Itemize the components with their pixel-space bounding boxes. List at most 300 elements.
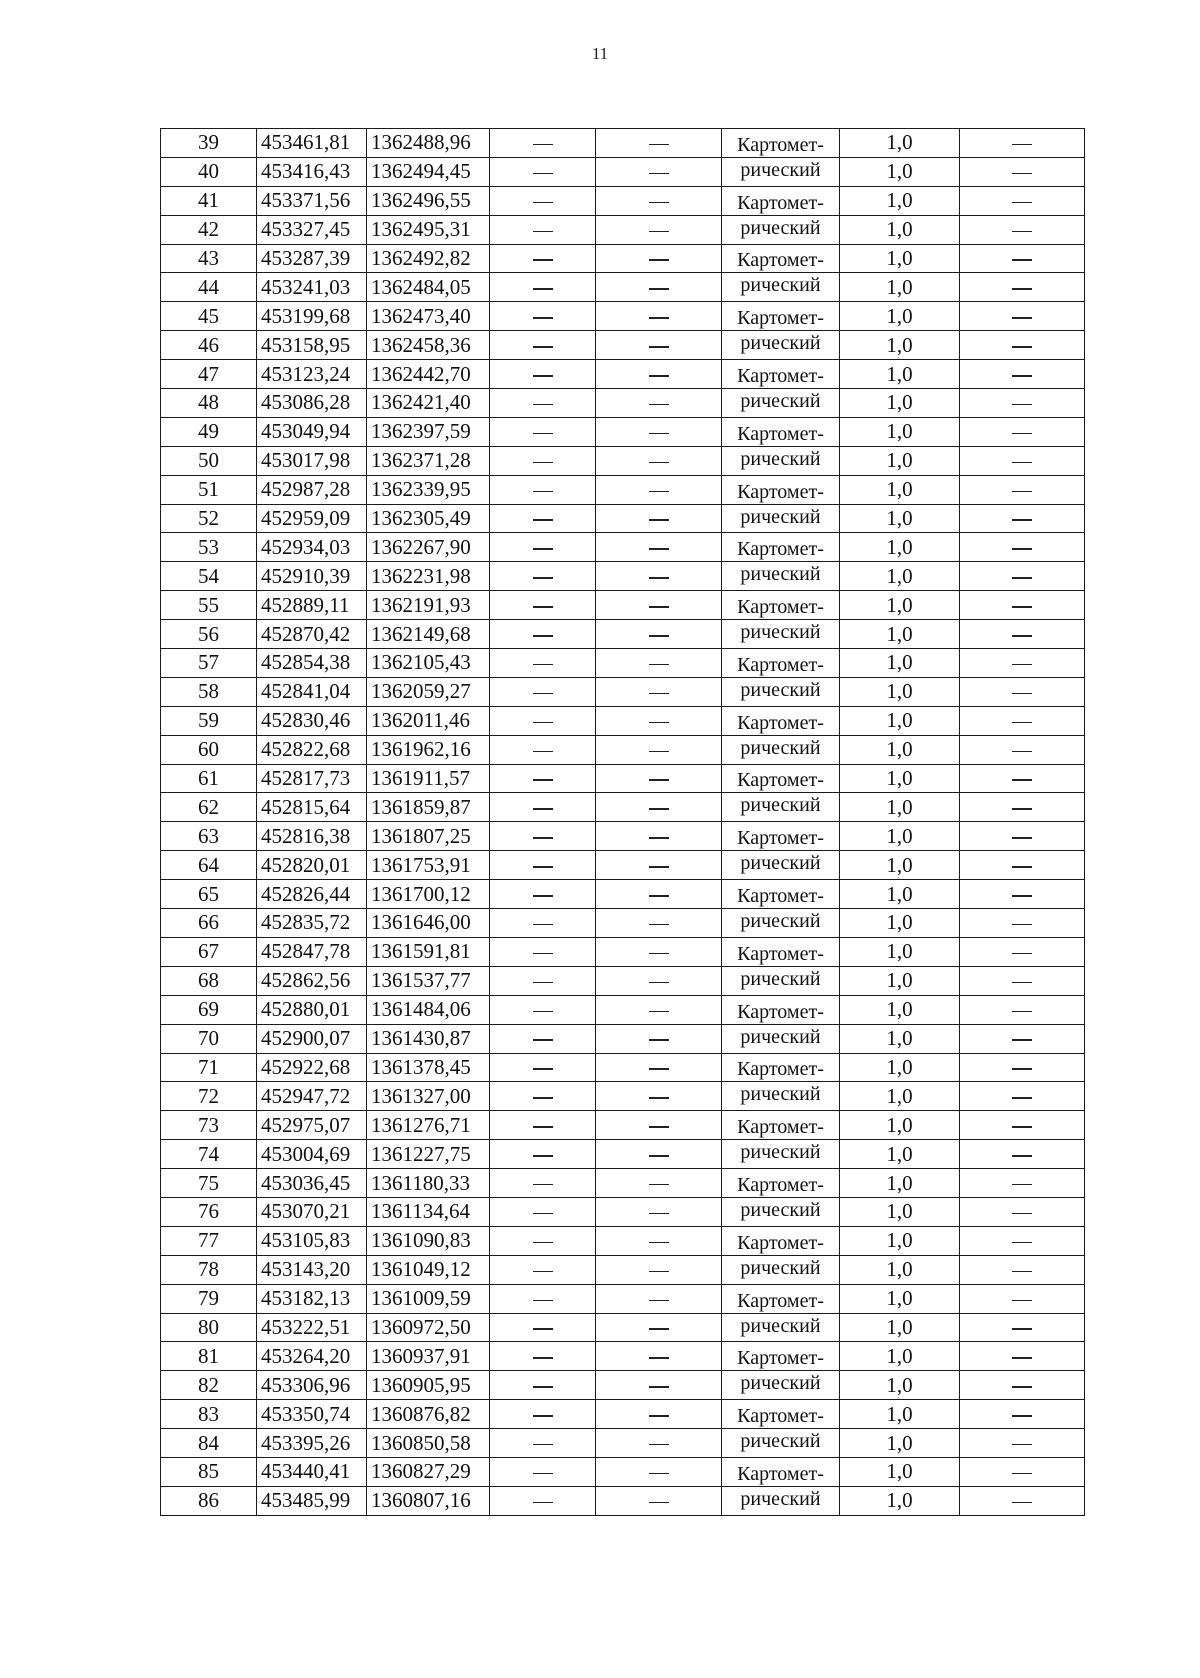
- accuracy-cell: 1,0: [840, 1140, 960, 1169]
- empty-dash-cell: [490, 764, 596, 793]
- y-coordinate-cell: 1361227,75: [367, 1140, 490, 1169]
- accuracy-cell: 1,0: [840, 1284, 960, 1313]
- dash-mark: [1012, 606, 1032, 608]
- y-coordinate-cell: 1360876,82: [367, 1400, 490, 1429]
- dash-mark: [649, 1213, 669, 1215]
- dash-mark: [1012, 1039, 1032, 1041]
- dash-mark: [649, 1300, 669, 1302]
- table-row: [161, 1429, 1085, 1458]
- x-coordinate-cell: 453461,81: [257, 129, 367, 158]
- empty-dash-cell: [596, 417, 722, 446]
- dash-mark: [1012, 259, 1032, 261]
- dash-mark: [649, 346, 669, 348]
- table-row: [161, 764, 1085, 793]
- table-row: [161, 793, 1085, 822]
- empty-dash-cell: [596, 331, 722, 360]
- y-coordinate-cell: 1360905,95: [367, 1371, 490, 1400]
- point-number-cell: 39: [161, 129, 257, 158]
- empty-dash-cell: [960, 446, 1085, 475]
- accuracy-cell: 1,0: [840, 157, 960, 186]
- empty-dash-cell: [960, 273, 1085, 302]
- page-number: 11: [591, 44, 609, 63]
- accuracy-cell: 1,0: [840, 1226, 960, 1255]
- point-number-cell: 66: [161, 909, 257, 938]
- empty-dash-cell: [960, 1024, 1085, 1053]
- point-number-cell: 59: [161, 706, 257, 735]
- method-cell: Картомет-: [722, 995, 840, 1024]
- accuracy-cell: 1,0: [840, 1371, 960, 1400]
- accuracy-cell: 1,0: [840, 273, 960, 302]
- dash-mark: [649, 519, 669, 521]
- empty-dash-cell: [596, 851, 722, 880]
- x-coordinate-cell: 453004,69: [257, 1140, 367, 1169]
- empty-dash-cell: [960, 1111, 1085, 1140]
- x-coordinate-cell: 452900,07: [257, 1024, 367, 1053]
- empty-dash-cell: [596, 735, 722, 764]
- table-row: [161, 1486, 1085, 1515]
- dash-mark: [649, 924, 669, 926]
- empty-dash-cell: [490, 389, 596, 418]
- empty-dash-cell: [490, 331, 596, 360]
- empty-dash-cell: [960, 591, 1085, 620]
- dash-mark: [1012, 1126, 1032, 1128]
- dash-mark: [533, 202, 553, 204]
- dash-mark: [649, 866, 669, 868]
- dash-mark: [1012, 346, 1032, 348]
- table-row: [161, 215, 1085, 244]
- accuracy-cell: 1,0: [840, 1486, 960, 1515]
- table-row: [161, 1371, 1085, 1400]
- accuracy-cell: 1,0: [840, 1082, 960, 1111]
- accuracy-cell: 1,0: [840, 475, 960, 504]
- empty-dash-cell: [960, 851, 1085, 880]
- accuracy-cell: 1,0: [840, 706, 960, 735]
- empty-dash-cell: [960, 1400, 1085, 1429]
- accuracy-cell: 1,0: [840, 1255, 960, 1284]
- point-number-cell: 46: [161, 331, 257, 360]
- x-coordinate-cell: 453287,39: [257, 244, 367, 273]
- dash-mark: [649, 1328, 669, 1330]
- point-number-cell: 49: [161, 417, 257, 446]
- accuracy-cell: 1,0: [840, 851, 960, 880]
- accuracy-cell: 1,0: [840, 822, 960, 851]
- method-cell: рический: [722, 1486, 840, 1515]
- empty-dash-cell: [596, 1169, 722, 1198]
- empty-dash-cell: [960, 995, 1085, 1024]
- dash-mark: [649, 1502, 669, 1504]
- dash-mark: [649, 837, 669, 839]
- empty-dash-cell: [490, 1111, 596, 1140]
- point-number-cell: 75: [161, 1169, 257, 1198]
- empty-dash-cell: [960, 417, 1085, 446]
- y-coordinate-cell: 1362492,82: [367, 244, 490, 273]
- x-coordinate-cell: 453123,24: [257, 360, 367, 389]
- y-coordinate-cell: 1362305,49: [367, 504, 490, 533]
- table-row: [161, 966, 1085, 995]
- method-cell: рический: [722, 793, 840, 822]
- table-row: [161, 129, 1085, 158]
- dash-mark: [649, 751, 669, 753]
- point-number-cell: 48: [161, 389, 257, 418]
- dash-mark: [533, 924, 553, 926]
- dash-mark: [649, 1068, 669, 1070]
- dash-mark: [533, 375, 553, 377]
- table-row: [161, 533, 1085, 562]
- method-cell: рический: [722, 677, 840, 706]
- empty-dash-cell: [490, 1197, 596, 1226]
- point-number-cell: 44: [161, 273, 257, 302]
- point-number-cell: 58: [161, 677, 257, 706]
- x-coordinate-cell: 453395,26: [257, 1429, 367, 1458]
- point-number-cell: 82: [161, 1371, 257, 1400]
- dash-mark: [649, 202, 669, 204]
- empty-dash-cell: [960, 302, 1085, 331]
- dash-mark: [1012, 1502, 1032, 1504]
- empty-dash-cell: [490, 677, 596, 706]
- dash-mark: [533, 1415, 553, 1417]
- empty-dash-cell: [596, 389, 722, 418]
- dash-mark: [649, 404, 669, 406]
- x-coordinate-cell: 453327,45: [257, 215, 367, 244]
- accuracy-cell: 1,0: [840, 677, 960, 706]
- empty-dash-cell: [960, 677, 1085, 706]
- empty-dash-cell: [960, 215, 1085, 244]
- accuracy-cell: 1,0: [840, 735, 960, 764]
- x-coordinate-cell: 452822,68: [257, 735, 367, 764]
- point-number-cell: 54: [161, 562, 257, 591]
- empty-dash-cell: [960, 1082, 1085, 1111]
- table-row: [161, 591, 1085, 620]
- y-coordinate-cell: 1361591,81: [367, 937, 490, 966]
- dash-mark: [1012, 173, 1032, 175]
- x-coordinate-cell: 453199,68: [257, 302, 367, 331]
- point-number-cell: 63: [161, 822, 257, 851]
- accuracy-cell: 1,0: [840, 446, 960, 475]
- point-number-cell: 42: [161, 215, 257, 244]
- y-coordinate-cell: 1361430,87: [367, 1024, 490, 1053]
- table-row: [161, 1255, 1085, 1284]
- empty-dash-cell: [960, 157, 1085, 186]
- empty-dash-cell: [960, 735, 1085, 764]
- dash-mark: [1012, 1155, 1032, 1157]
- dash-mark: [533, 779, 553, 781]
- empty-dash-cell: [490, 446, 596, 475]
- dash-mark: [649, 144, 669, 146]
- method-cell: рический: [722, 1082, 840, 1111]
- method-cell: Картомет-: [722, 533, 840, 562]
- dash-mark: [1012, 548, 1032, 550]
- method-cell: рический: [722, 1371, 840, 1400]
- empty-dash-cell: [490, 186, 596, 215]
- dash-mark: [533, 1155, 553, 1157]
- y-coordinate-cell: 1361537,77: [367, 966, 490, 995]
- empty-dash-cell: [596, 677, 722, 706]
- method-cell: Картомет-: [722, 186, 840, 215]
- empty-dash-cell: [596, 822, 722, 851]
- dash-mark: [533, 751, 553, 753]
- method-cell: Картомет-: [722, 129, 840, 158]
- dash-mark: [649, 433, 669, 435]
- empty-dash-cell: [596, 129, 722, 158]
- method-cell: Картомет-: [722, 880, 840, 909]
- dash-mark: [533, 837, 553, 839]
- dash-mark: [533, 1068, 553, 1070]
- table-row: [161, 1197, 1085, 1226]
- empty-dash-cell: [596, 880, 722, 909]
- x-coordinate-cell: 452830,46: [257, 706, 367, 735]
- method-cell: рический: [722, 157, 840, 186]
- x-coordinate-cell: 453371,56: [257, 186, 367, 215]
- point-number-cell: 78: [161, 1255, 257, 1284]
- empty-dash-cell: [490, 1284, 596, 1313]
- point-number-cell: 47: [161, 360, 257, 389]
- point-number-cell: 56: [161, 620, 257, 649]
- table-row: [161, 1342, 1085, 1371]
- dash-mark: [1012, 635, 1032, 637]
- point-number-cell: 77: [161, 1226, 257, 1255]
- y-coordinate-cell: 1361327,00: [367, 1082, 490, 1111]
- empty-dash-cell: [596, 244, 722, 273]
- dash-mark: [1012, 722, 1032, 724]
- dash-mark: [1012, 144, 1032, 146]
- table-row: [161, 157, 1085, 186]
- dash-mark: [649, 1415, 669, 1417]
- empty-dash-cell: [490, 417, 596, 446]
- dash-mark: [1012, 375, 1032, 377]
- empty-dash-cell: [960, 1255, 1085, 1284]
- empty-dash-cell: [596, 1284, 722, 1313]
- empty-dash-cell: [490, 562, 596, 591]
- dash-mark: [649, 1097, 669, 1099]
- y-coordinate-cell: 1361700,12: [367, 880, 490, 909]
- table-row: [161, 1053, 1085, 1082]
- dash-mark: [1012, 664, 1032, 666]
- dash-mark: [649, 231, 669, 233]
- dash-mark: [1012, 779, 1032, 781]
- empty-dash-cell: [490, 591, 596, 620]
- method-cell: рический: [722, 1024, 840, 1053]
- empty-dash-cell: [596, 273, 722, 302]
- empty-dash-cell: [490, 1082, 596, 1111]
- empty-dash-cell: [596, 360, 722, 389]
- dash-mark: [1012, 1184, 1032, 1186]
- empty-dash-cell: [596, 1053, 722, 1082]
- point-number-cell: 52: [161, 504, 257, 533]
- empty-dash-cell: [960, 649, 1085, 678]
- empty-dash-cell: [490, 1371, 596, 1400]
- method-cell: рический: [722, 735, 840, 764]
- y-coordinate-cell: 1361049,12: [367, 1255, 490, 1284]
- accuracy-cell: 1,0: [840, 995, 960, 1024]
- point-number-cell: 61: [161, 764, 257, 793]
- dash-mark: [649, 1473, 669, 1475]
- y-coordinate-cell: 1360972,50: [367, 1313, 490, 1342]
- empty-dash-cell: [596, 1082, 722, 1111]
- dash-mark: [649, 259, 669, 261]
- empty-dash-cell: [960, 1169, 1085, 1198]
- empty-dash-cell: [960, 1313, 1085, 1342]
- empty-dash-cell: [960, 1197, 1085, 1226]
- point-number-cell: 67: [161, 937, 257, 966]
- method-cell: рический: [722, 389, 840, 418]
- empty-dash-cell: [490, 1342, 596, 1371]
- method-cell: Картомет-: [722, 417, 840, 446]
- x-coordinate-cell: 453086,28: [257, 389, 367, 418]
- method-cell: рический: [722, 446, 840, 475]
- empty-dash-cell: [596, 1226, 722, 1255]
- dash-mark: [649, 1155, 669, 1157]
- dash-mark: [1012, 1415, 1032, 1417]
- dash-mark: [649, 606, 669, 608]
- method-cell: рический: [722, 620, 840, 649]
- empty-dash-cell: [596, 1342, 722, 1371]
- empty-dash-cell: [596, 1486, 722, 1515]
- dash-mark: [649, 693, 669, 695]
- accuracy-cell: 1,0: [840, 244, 960, 273]
- table-row: [161, 880, 1085, 909]
- y-coordinate-cell: 1362191,93: [367, 591, 490, 620]
- empty-dash-cell: [960, 966, 1085, 995]
- method-cell: рический: [722, 1255, 840, 1284]
- y-coordinate-cell: 1361276,71: [367, 1111, 490, 1140]
- y-coordinate-cell: 1362267,90: [367, 533, 490, 562]
- dash-mark: [1012, 231, 1032, 233]
- x-coordinate-cell: 452910,39: [257, 562, 367, 591]
- dash-mark: [1012, 1011, 1032, 1013]
- accuracy-cell: 1,0: [840, 1024, 960, 1053]
- x-coordinate-cell: 453049,94: [257, 417, 367, 446]
- empty-dash-cell: [960, 793, 1085, 822]
- empty-dash-cell: [596, 215, 722, 244]
- empty-dash-cell: [596, 995, 722, 1024]
- empty-dash-cell: [596, 1457, 722, 1486]
- point-number-cell: 62: [161, 793, 257, 822]
- dash-mark: [1012, 404, 1032, 406]
- x-coordinate-cell: 452826,44: [257, 880, 367, 909]
- empty-dash-cell: [490, 475, 596, 504]
- empty-dash-cell: [596, 446, 722, 475]
- empty-dash-cell: [490, 360, 596, 389]
- dash-mark: [1012, 837, 1032, 839]
- table-row: [161, 504, 1085, 533]
- table-row: [161, 1082, 1085, 1111]
- empty-dash-cell: [596, 793, 722, 822]
- table-row: [161, 273, 1085, 302]
- x-coordinate-cell: 452841,04: [257, 677, 367, 706]
- table-row: [161, 446, 1085, 475]
- point-number-cell: 76: [161, 1197, 257, 1226]
- dash-mark: [533, 866, 553, 868]
- empty-dash-cell: [596, 1371, 722, 1400]
- empty-dash-cell: [490, 244, 596, 273]
- empty-dash-cell: [490, 822, 596, 851]
- empty-dash-cell: [960, 562, 1085, 591]
- empty-dash-cell: [596, 1024, 722, 1053]
- accuracy-cell: 1,0: [840, 186, 960, 215]
- method-cell: Картомет-: [722, 475, 840, 504]
- empty-dash-cell: [596, 1255, 722, 1284]
- table-row: [161, 562, 1085, 591]
- y-coordinate-cell: 1362494,45: [367, 157, 490, 186]
- dash-mark: [649, 375, 669, 377]
- dash-mark: [1012, 433, 1032, 435]
- empty-dash-cell: [960, 533, 1085, 562]
- dash-mark: [533, 1097, 553, 1099]
- x-coordinate-cell: 453222,51: [257, 1313, 367, 1342]
- y-coordinate-cell: 1362484,05: [367, 273, 490, 302]
- table-row: [161, 937, 1085, 966]
- method-cell: рический: [722, 273, 840, 302]
- dash-mark: [1012, 491, 1032, 493]
- dash-mark: [649, 491, 669, 493]
- y-coordinate-cell: 1362105,43: [367, 649, 490, 678]
- x-coordinate-cell: 453017,98: [257, 446, 367, 475]
- table-row: [161, 417, 1085, 446]
- method-cell: Картомет-: [722, 1226, 840, 1255]
- y-coordinate-cell: 1361009,59: [367, 1284, 490, 1313]
- dash-mark: [1012, 577, 1032, 579]
- dash-mark: [1012, 866, 1032, 868]
- accuracy-cell: 1,0: [840, 966, 960, 995]
- dash-mark: [533, 519, 553, 521]
- method-cell: рический: [722, 331, 840, 360]
- dash-mark: [649, 779, 669, 781]
- method-cell: рический: [722, 562, 840, 591]
- dash-mark: [1012, 1444, 1032, 1446]
- y-coordinate-cell: 1362442,70: [367, 360, 490, 389]
- x-coordinate-cell: 453036,45: [257, 1169, 367, 1198]
- dash-mark: [649, 1444, 669, 1446]
- empty-dash-cell: [960, 1226, 1085, 1255]
- dash-mark: [1012, 1473, 1032, 1475]
- dash-mark: [533, 317, 553, 319]
- table-row: [161, 1457, 1085, 1486]
- dash-mark: [533, 433, 553, 435]
- empty-dash-cell: [490, 1457, 596, 1486]
- accuracy-cell: 1,0: [840, 1342, 960, 1371]
- empty-dash-cell: [596, 533, 722, 562]
- dash-mark: [1012, 1213, 1032, 1215]
- dash-mark: [649, 664, 669, 666]
- dash-mark: [649, 548, 669, 550]
- dash-mark: [649, 635, 669, 637]
- x-coordinate-cell: 453306,96: [257, 1371, 367, 1400]
- dash-mark: [1012, 895, 1032, 897]
- empty-dash-cell: [960, 1457, 1085, 1486]
- table-row: [161, 735, 1085, 764]
- method-cell: Картомет-: [722, 1111, 840, 1140]
- y-coordinate-cell: 1361180,33: [367, 1169, 490, 1198]
- dash-mark: [533, 664, 553, 666]
- accuracy-cell: 1,0: [840, 417, 960, 446]
- empty-dash-cell: [596, 504, 722, 533]
- x-coordinate-cell: 452987,28: [257, 475, 367, 504]
- point-number-cell: 86: [161, 1486, 257, 1515]
- x-coordinate-cell: 452854,38: [257, 649, 367, 678]
- method-cell: рический: [722, 966, 840, 995]
- empty-dash-cell: [490, 909, 596, 938]
- empty-dash-cell: [596, 1197, 722, 1226]
- accuracy-cell: 1,0: [840, 649, 960, 678]
- dash-mark: [1012, 1242, 1032, 1244]
- x-coordinate-cell: 452862,56: [257, 966, 367, 995]
- accuracy-cell: 1,0: [840, 1053, 960, 1082]
- dash-mark: [649, 953, 669, 955]
- accuracy-cell: 1,0: [840, 1313, 960, 1342]
- method-cell: Картомет-: [722, 360, 840, 389]
- empty-dash-cell: [596, 475, 722, 504]
- accuracy-cell: 1,0: [840, 562, 960, 591]
